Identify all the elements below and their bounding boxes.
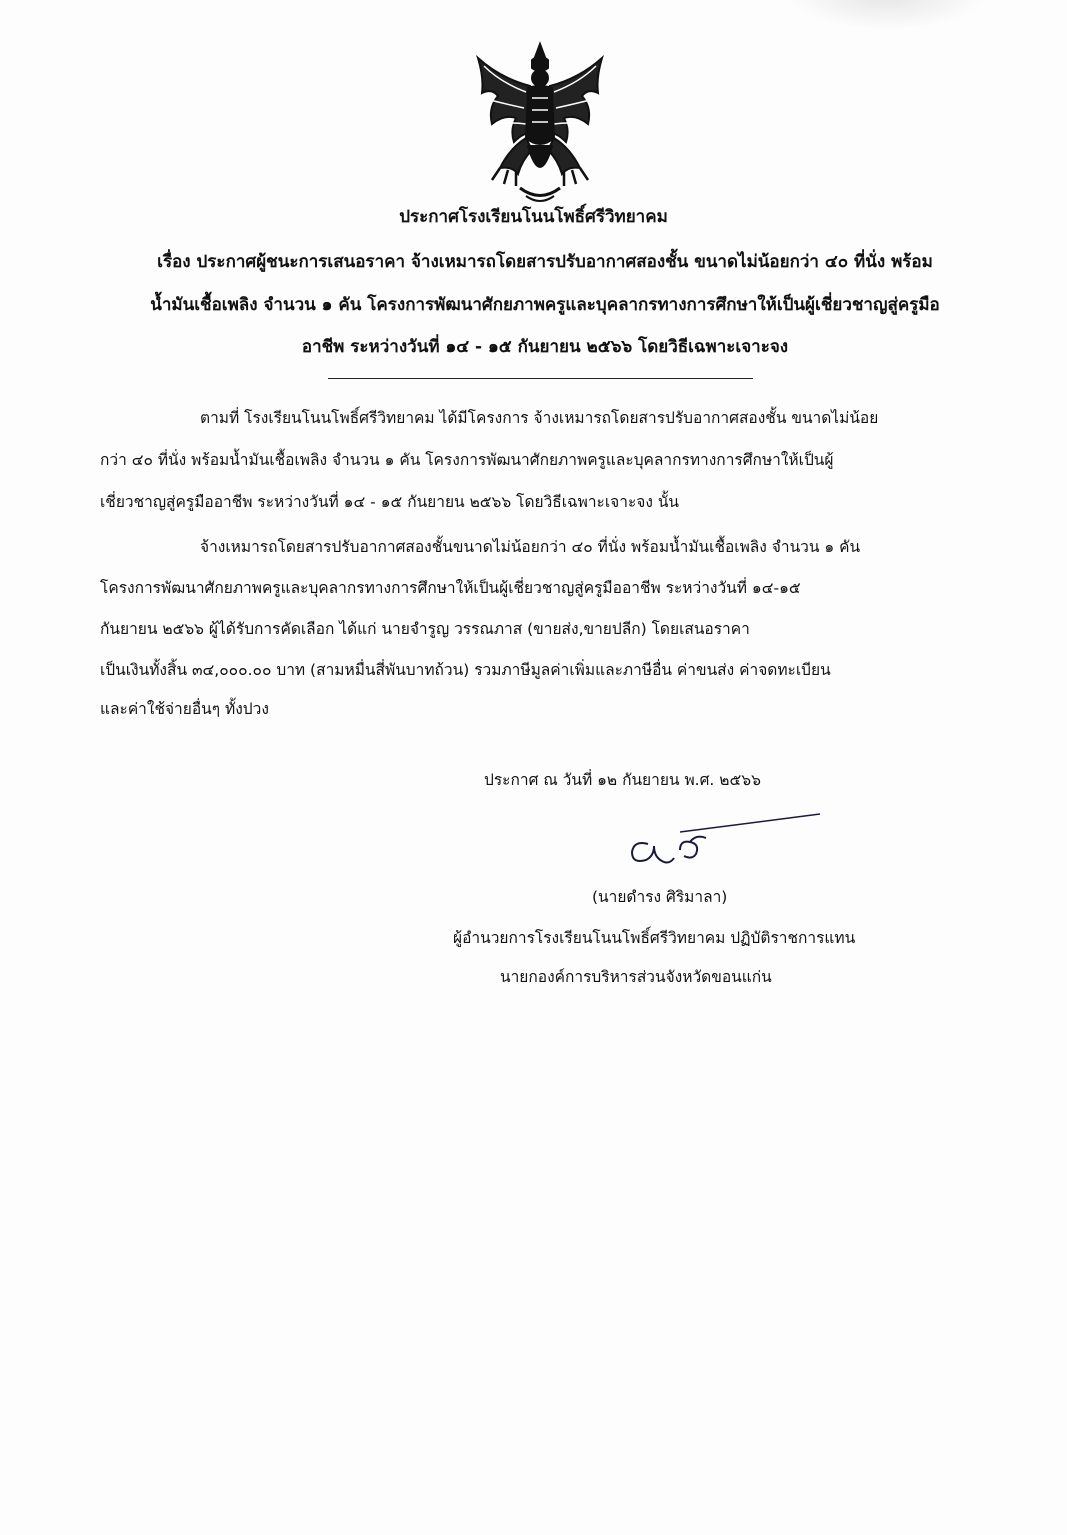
paragraph2-line-5: และค่าใช้จ่ายอื่นๆ ทั้งปวง: [100, 700, 269, 718]
paragraph2-line-2: โครงการพัฒนาศักยภาพครูและบุคลากรทางการศึกษาให้เป็นผู้เชี่ยวชาญสู่ครูมืออาชีพ ระหว่างวันที่ ๑๔-๑๕: [100, 579, 801, 597]
document-title: ประกาศโรงเรียนโนนโพธิ์ศรีวิทยาคม: [399, 207, 668, 227]
paragraph2-line-1: จ้างเหมารถโดยสารปรับอากาศสองชั้นขนาดไม่น้อยกว่า ๔๐ ที่นั่ง พร้อมน้ำมันเชื้อเพลิง จำนวน ๑ คัน: [200, 538, 861, 556]
announce-date: ประกาศ ณ วันที่ ๑๒ กันยายน พ.ศ. ๒๕๖๖: [484, 771, 761, 789]
paragraph1-line-3: เชี่ยวชาญสู่ครูมืออาชีพ ระหว่างวันที่ ๑๔ - ๑๕ กันยายน ๒๕๖๖ โดยวิธีเฉพาะเจาะจง นั้น: [100, 493, 680, 511]
garuda-emblem-icon: [470, 38, 610, 208]
paragraph2-line-4: เป็นเงินทั้งสิ้น ๓๔,๐๐๐.๐๐ บาท (สามหมื่นสี่พันบาทถ้วน) รวมภาษีมูลค่าเพิ่มและภาษีอื่น ค่าขนส่ง ค่าจดทะเบียน: [100, 661, 831, 679]
paragraph1-line-1: ตามที่ โรงเรียนโนนโพธิ์ศรีวิทยาคม ได้มีโครงการ จ้างเหมารถโดยสารปรับอากาศสองชั้น ขนาดไม่น้อย: [200, 409, 879, 427]
divider-line: [328, 378, 753, 379]
signatory-name: (นายดำรง ศิริมาลา): [592, 888, 728, 906]
scan-shadow: [787, 0, 987, 30]
subject-line-1: เรื่อง ประกาศผู้ชนะการเสนอราคา จ้างเหมารถโดยสารปรับอากาศสองชั้น ขนาดไม่น้อยกว่า ๔๐ ที่นั่ง พร้อม: [157, 252, 933, 272]
handwritten-signature-icon: [620, 810, 830, 870]
subject-line-2: น้ำมันเชื้อเพลิง จำนวน ๑ คัน โครงการพัฒนาศักยภาพครูและบุคลากรทางการศึกษาให้เป็นผู้เชี่ยวชาญสู่ครูมือ: [150, 295, 940, 315]
signatory-authority: นายกองค์การบริหารส่วนจังหวัดขอนแก่น: [500, 968, 772, 986]
paragraph2-line-3: กันยายน ๒๕๖๖ ผู้ได้รับการคัดเลือก ได้แก่ นายจำรูญ วรรณภาส (ขายส่ง,ขายปลีก) โดยเสนอราคา: [100, 620, 750, 638]
subject-line-3: อาชีพ ระหว่างวันที่ ๑๔ - ๑๕ กันยายน ๒๕๖๖ โดยวิธีเฉพาะเจาะจง: [301, 337, 789, 357]
signatory-position: ผู้อำนวยการโรงเรียนโนนโพธิ์ศรีวิทยาคม ปฏิบัติราชการแทน: [453, 929, 856, 947]
paragraph1-line-2: กว่า ๔๐ ที่นั่ง พร้อมน้ำมันเชื้อเพลิง จำนวน ๑ คัน โครงการพัฒนาศักยภาพครูและบุคลากรทางการศึกษาให้เป็นผู้: [100, 451, 834, 469]
